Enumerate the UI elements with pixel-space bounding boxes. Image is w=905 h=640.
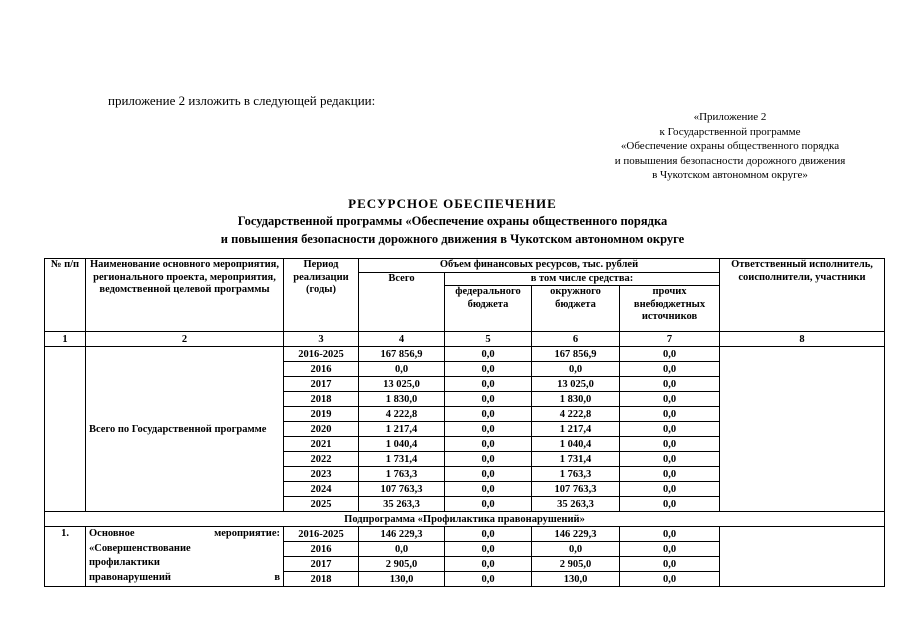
appendix-line: «Обеспечение охраны общественного порядка [620,140,840,152]
item-num-cell: 1. [45,527,86,587]
federal-cell: 0,0 [445,362,532,377]
district-cell: 1 830,0 [532,392,620,407]
appendix-line: в Чукотском автономном округе» [652,169,808,181]
period-cell: 2016-2025 [284,347,359,362]
appendix-block [580,110,880,183]
other-cell: 0,0 [620,347,720,362]
total-cell: 130,0 [359,572,445,587]
federal-cell: 0,0 [445,467,532,482]
total-cell: 107 763,3 [359,482,445,497]
district-cell: 0,0 [532,362,620,377]
col-number: 4 [359,332,445,347]
total-cell: 1 830,0 [359,392,445,407]
district-cell: 167 856,9 [532,347,620,362]
total-cell: 35 263,3 [359,497,445,512]
header-volume: Объем финансовых ресурсов, тыс. рублей [359,259,720,273]
other-cell: 0,0 [620,497,720,512]
other-cell: 0,0 [620,572,720,587]
other-cell: 0,0 [620,482,720,497]
resource-table [44,258,885,587]
district-cell: 2 905,0 [532,557,620,572]
federal-cell: 0,0 [445,497,532,512]
other-cell: 0,0 [620,437,720,452]
district-cell: 4 222,8 [532,407,620,422]
appendix-line: «Приложение 2 [693,111,767,123]
period-cell: 2024 [284,482,359,497]
col-number: 8 [720,332,885,347]
header-district: окружного бюджета [532,286,620,332]
column-number-row [45,332,885,347]
total-cell: 1 040,4 [359,437,445,452]
district-cell: 13 025,0 [532,377,620,392]
federal-cell: 0,0 [445,377,532,392]
item-name-cell [86,527,284,587]
other-cell: 0,0 [620,362,720,377]
total-cell: 146 229,3 [359,527,445,542]
other-cell: 0,0 [620,392,720,407]
federal-cell: 0,0 [445,572,532,587]
col-number: 7 [620,332,720,347]
document-subtitle-line-1: Государственной программы «Обеспечение охраны общественного порядка [237,214,668,228]
period-cell: 2017 [284,377,359,392]
col-number: 6 [532,332,620,347]
federal-cell: 0,0 [445,452,532,467]
total-cell: 1 763,3 [359,467,445,482]
federal-cell: 0,0 [445,347,532,362]
total-cell: 0,0 [359,542,445,557]
appendix-line: к Государственной программе [659,125,801,138]
other-cell: 0,0 [620,377,720,392]
district-cell: 146 229,3 [532,527,620,542]
item-name-line: «Совершенствование [89,542,191,554]
total-cell: 1 731,4 [359,452,445,467]
period-cell: 2016-2025 [284,527,359,542]
total-cell: 2 905,0 [359,557,445,572]
header-num: № п/п [45,259,86,332]
total-cell: 13 025,0 [359,377,445,392]
district-cell: 1 763,3 [532,467,620,482]
item-row [45,527,885,542]
total-cell: 4 222,8 [359,407,445,422]
federal-cell: 0,0 [445,422,532,437]
district-cell: 1 217,4 [532,422,620,437]
total-responsible-cell [720,347,885,512]
federal-cell: 0,0 [445,542,532,557]
header-total: Всего [359,272,445,332]
col-number: 3 [284,332,359,347]
period-cell: 2020 [284,422,359,437]
other-cell: 0,0 [620,407,720,422]
federal-cell: 0,0 [445,482,532,497]
period-cell: 2022 [284,452,359,467]
other-cell: 0,0 [620,422,720,437]
federal-cell: 0,0 [445,392,532,407]
document-title: РЕСУРСНОЕ ОБЕСПЕЧЕНИЕ [348,196,557,211]
total-name-cell: Всего по Государственной программе [86,347,284,512]
district-cell: 1 731,4 [532,452,620,467]
col-number: 2 [86,332,284,347]
header-responsible: Ответственный исполнитель, соисполнители, участники [720,259,885,332]
item-name-line: правонарушений в [89,571,280,583]
period-cell: 2017 [284,557,359,572]
item-name-line: Основное мероприятие: [89,528,280,539]
document-subtitle-line-2: и повышения безопасности дорожного движения в Чукотском автономном округе [220,232,685,246]
subprogram-row [45,512,885,527]
federal-cell: 0,0 [445,527,532,542]
total-row [45,347,885,362]
period-cell: 2025 [284,497,359,512]
other-cell: 0,0 [620,452,720,467]
header-including: в том числе средства: [445,272,720,286]
header-name: Наименование основного мероприятия, регионального проекта, мероприятия, ведомственной целевой программы [86,259,284,332]
period-cell: 2023 [284,467,359,482]
header-federal: федерального бюджета [445,286,532,332]
district-cell: 0,0 [532,542,620,557]
period-cell: 2018 [284,572,359,587]
other-cell: 0,0 [620,557,720,572]
district-cell: 35 263,3 [532,497,620,512]
other-cell: 0,0 [620,527,720,542]
period-cell: 2016 [284,362,359,377]
header-period: Период реализации (годы) [284,259,359,332]
total-cell: 167 856,9 [359,347,445,362]
total-cell: 1 217,4 [359,422,445,437]
period-cell: 2019 [284,407,359,422]
col-number: 5 [445,332,532,347]
subprogram-title: Подпрограмма «Профилактика правонарушений» [45,512,885,527]
district-cell: 1 040,4 [532,437,620,452]
intro-text: приложение 2 изложить в следующей редакции: [108,93,376,108]
district-cell: 107 763,3 [532,482,620,497]
other-cell: 0,0 [620,467,720,482]
total-cell: 0,0 [359,362,445,377]
total-num-cell [45,347,86,512]
header-row-1 [45,259,885,273]
district-cell: 130,0 [532,572,620,587]
federal-cell: 0,0 [445,437,532,452]
other-cell: 0,0 [620,542,720,557]
col-number: 1 [45,332,86,347]
federal-cell: 0,0 [445,557,532,572]
item-responsible-cell [720,527,885,587]
period-cell: 2018 [284,392,359,407]
period-cell: 2021 [284,437,359,452]
period-cell: 2016 [284,542,359,557]
federal-cell: 0,0 [445,407,532,422]
header-other: прочих внебюджетных источников [620,286,720,332]
appendix-line: и повышения безопасности дорожного движения [614,154,846,167]
item-name-line: профилактики [89,557,160,568]
